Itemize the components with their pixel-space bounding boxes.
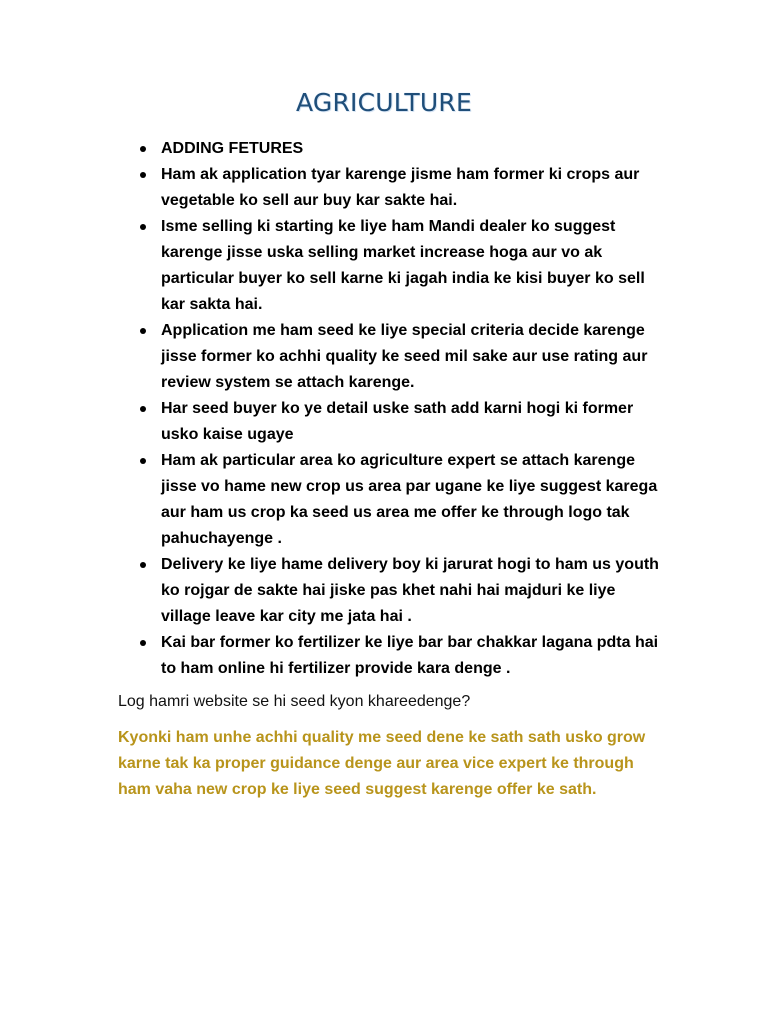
bullet-item — [137, 448, 662, 552]
bullet-text: Ham ak particular area ko agriculture expert se attach karenge jisse vo hame new crop us area par ugane ke liye suggest karega aur ham us crop ka seed us area me offer ke through logo tak pahuchayenge . — [161, 452, 658, 547]
document-title: AGRICULTURE — [296, 88, 472, 117]
bullet-dot-icon — [140, 172, 146, 178]
bullet-item — [137, 630, 662, 682]
bullet-dot-icon — [140, 562, 146, 568]
feature-bullet-list — [137, 136, 662, 682]
answer-text: Kyonki ham unhe achhi quality me seed dene ke sath sath usko grow karne tak ka proper guidance denge aur area vice expert ke through ham vaha new crop ke liye seed suggest karenge offer ke sath. — [118, 729, 646, 798]
bullet-text: Har seed buyer ko ye detail uske sath add karni hogi ki former usko kaise ugaye — [161, 400, 634, 443]
bullet-text: Isme selling ki starting ke liye ham Mandi dealer ko suggest karenge jisse uska selling market increase hoga aur vo ak particular buyer ko sell karne ki jagah india ke kisi buyer ko sell kar sakta hai. — [161, 218, 645, 313]
bullet-item — [137, 396, 662, 448]
bullet-dot-icon — [140, 458, 146, 464]
bullet-item — [137, 162, 662, 214]
bullet-item — [137, 136, 662, 162]
bullet-text: Ham ak application tyar karenge jisme ham former ki crops aur vegetable ko sell aur buy kar sakte hai. — [161, 166, 640, 209]
bullet-item — [137, 552, 662, 630]
bullet-dot-icon — [140, 224, 146, 230]
bullet-text: Kai bar former ko fertilizer ke liye bar bar chakkar lagana pdta hai to ham online hi fertilizer provide kara denge . — [161, 634, 659, 677]
bullet-dot-icon — [140, 406, 146, 412]
bullet-dot-icon — [140, 640, 146, 646]
bullet-item — [137, 214, 662, 318]
question-text: Log hamri website se hi seed kyon khareedenge? — [118, 693, 471, 710]
bullet-text: Delivery ke liye hame delivery boy ki jarurat hogi to ham us youth ko rojgar de sakte hai jiske pas khet nahi hai majduri ke liye village leave kar city me jata hai . — [161, 556, 659, 625]
bullet-text: Application me ham seed ke liye special criteria decide karenge jisse former ko achhi quality ke seed mil sake aur use rating aur review system se attach karenge. — [161, 322, 648, 391]
bullet-dot-icon — [140, 328, 146, 334]
bullet-dot-icon — [140, 146, 146, 152]
bullet-item — [137, 318, 662, 396]
bullet-text: ADDING FETURES — [161, 140, 304, 157]
